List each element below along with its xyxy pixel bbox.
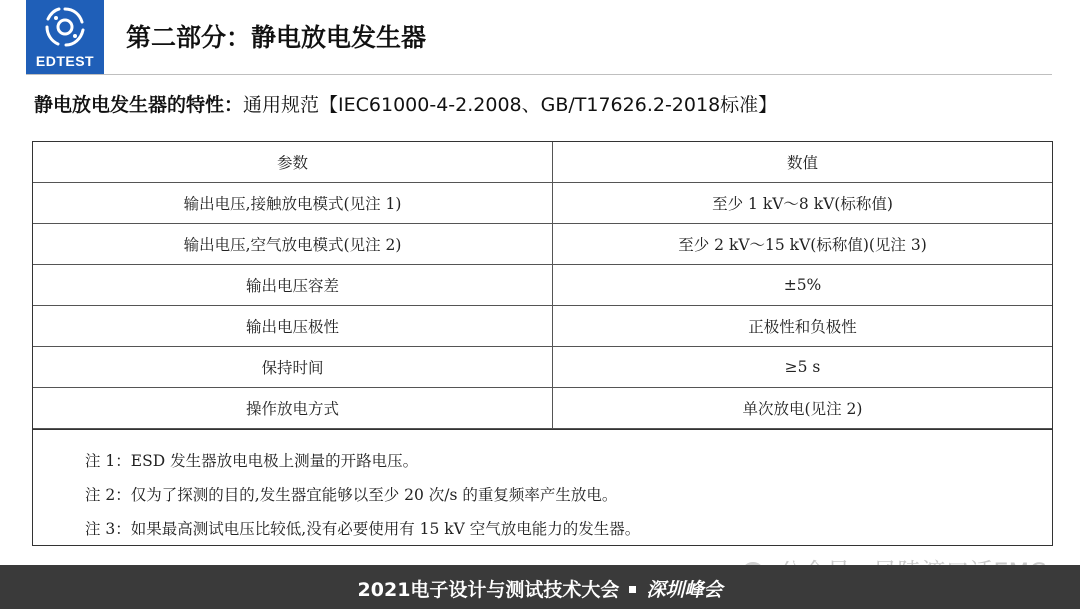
cell-parameter: 保持时间 bbox=[33, 347, 553, 388]
cell-value: ≥5 s bbox=[553, 347, 1053, 388]
cell-value: 正极性和负极性 bbox=[553, 306, 1053, 347]
table-header-row bbox=[33, 142, 1052, 183]
spec-table bbox=[32, 141, 1053, 546]
cell-parameter: 输出电压极性 bbox=[33, 306, 553, 347]
table-row bbox=[33, 306, 1052, 347]
parameter-table bbox=[33, 142, 1052, 429]
section-subtitle bbox=[34, 90, 777, 117]
page-title: 第二部分：静电放电发生器 bbox=[126, 23, 427, 52]
note-1: 注 1：ESD 发生器放电电极上测量的开路电压。 bbox=[85, 452, 419, 470]
edtest-logo bbox=[26, 0, 104, 74]
header-value: 数值 bbox=[553, 142, 1053, 183]
footer-city: 深圳峰会 bbox=[646, 579, 723, 601]
footer-text bbox=[0, 575, 1080, 602]
table-row bbox=[33, 265, 1052, 306]
table-row bbox=[33, 183, 1052, 224]
subtitle-bold: 静电放电发生器的特性： bbox=[34, 94, 244, 116]
footer-bar bbox=[0, 565, 1080, 609]
cell-value: 至少 1 kV～8 kV(标称值) bbox=[553, 183, 1053, 224]
cell-parameter: 输出电压容差 bbox=[33, 265, 553, 306]
cell-parameter: 操作放电方式 bbox=[33, 388, 553, 429]
cell-value: 单次放电(见注 2) bbox=[553, 388, 1053, 429]
subtitle-normal: 通用规范【IEC61000-4-2.2008、GB/T17626.2-2018标准】 bbox=[243, 94, 778, 116]
cell-parameter: 输出电压,接触放电模式(见注 1) bbox=[33, 183, 553, 224]
footer-separator bbox=[629, 586, 636, 593]
table-notes bbox=[33, 429, 1052, 546]
logo-text: EDTEST bbox=[35, 53, 95, 69]
cell-parameter: 输出电压,空气放电模式(见注 2) bbox=[33, 224, 553, 265]
header-parameter: 参数 bbox=[33, 142, 553, 183]
note-2: 注 2：仅为了探测的目的,发生器宜能够以至少 20 次/s 的重复频率产生放电。 bbox=[85, 486, 618, 504]
table-row bbox=[33, 347, 1052, 388]
header-divider bbox=[26, 74, 1052, 75]
logo-mark-icon bbox=[44, 6, 86, 48]
footer-event: 2021电子设计与测试技术大会 bbox=[357, 579, 620, 601]
table-row bbox=[33, 224, 1052, 265]
note-3: 注 3：如果最高测试电压比较低,没有必要使用有 15 kV 空气放电能力的发生器。 bbox=[85, 520, 641, 538]
table-row bbox=[33, 388, 1052, 429]
cell-value: ±5% bbox=[553, 265, 1053, 306]
cell-value: 至少 2 kV～15 kV(标称值)(见注 3) bbox=[553, 224, 1053, 265]
